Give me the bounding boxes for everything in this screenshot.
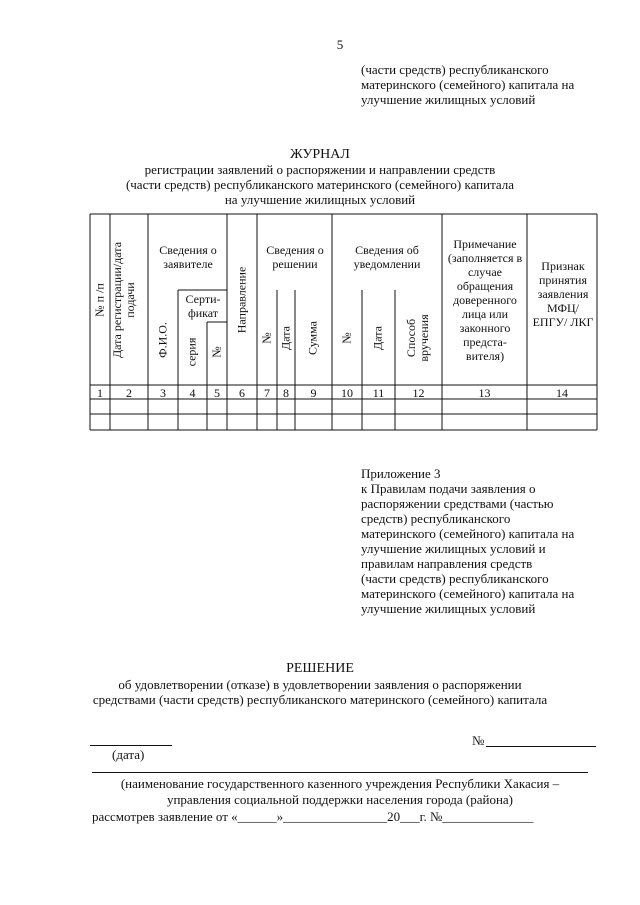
header-direction: Направление bbox=[234, 266, 249, 334]
header-dec-sum: Сумма bbox=[305, 321, 320, 355]
header-num: № п /п bbox=[92, 283, 107, 317]
header-dec-date: Дата bbox=[278, 326, 293, 350]
decision-subtitle-line: об удовлетворении (отказе) в удовлетворении заявления о распоряжении bbox=[118, 677, 522, 692]
col-number: 2 bbox=[126, 386, 132, 400]
org-label: (наименование государственного казенного учреждения Республики Хакасия – bbox=[120, 776, 560, 791]
header-not-way: Способ вручения bbox=[404, 314, 431, 362]
number-label: № bbox=[472, 733, 485, 748]
col-number: 13 bbox=[478, 386, 491, 400]
decision-subtitle-line: средствами (части средств) республиканского материнского (семейного) капитала bbox=[92, 692, 548, 707]
journal-title: ЖУРНАЛ bbox=[290, 147, 350, 162]
col-number: 9 bbox=[310, 386, 317, 400]
org-label-2: управления социальной поддержки населения города (района) bbox=[166, 792, 514, 807]
col-number: 7 bbox=[264, 386, 270, 400]
considered-line: рассмотрев заявление от «______»________________20___г. №______________ bbox=[92, 809, 534, 824]
header-notice: Сведения об уведомлении bbox=[353, 243, 421, 271]
header-cert-num: № bbox=[209, 346, 224, 358]
page-number: 5 bbox=[336, 37, 344, 52]
appendix-line: материнского (семейного) капитала на bbox=[361, 586, 575, 601]
col-number: 8 bbox=[283, 386, 289, 400]
col-number: 11 bbox=[372, 386, 385, 400]
header-fio: Ф.И.О. bbox=[155, 322, 170, 358]
top-note-line: улучшение жилищных условий bbox=[361, 92, 536, 107]
appendix-line: средств) республиканского bbox=[361, 511, 511, 526]
appendix-line: распоряжении средствами (частью bbox=[361, 496, 554, 511]
col-number: 3 bbox=[160, 386, 166, 400]
decision-title: РЕШЕНИЕ bbox=[286, 661, 354, 676]
journal-subtitle-line: на улучшение жилищных условий bbox=[224, 192, 416, 207]
journal-subtitle-line: регистрации заявлений о распоряжении и направлении средств bbox=[144, 162, 496, 177]
header-applicant: Сведения о заявителе bbox=[159, 243, 217, 271]
appendix-line: улучшение жилищных условий bbox=[361, 601, 536, 616]
appendix-line: улучшение жилищных условий и bbox=[361, 541, 546, 556]
appendix-line: (части средств) республиканского bbox=[361, 571, 549, 586]
header-dec-num: № bbox=[259, 332, 274, 344]
col-number: 5 bbox=[214, 386, 220, 400]
date-label: (дата) bbox=[112, 747, 145, 762]
header-sign: Признак принятия заявления МФЦ/ ЕПГУ/ ЛКГ bbox=[532, 259, 594, 329]
col-number: 6 bbox=[239, 386, 245, 400]
header-decision: Сведения о решении bbox=[266, 243, 324, 271]
number-underline bbox=[486, 746, 596, 747]
org-underline bbox=[92, 772, 588, 773]
col-number: 12 bbox=[412, 386, 425, 400]
appendix-line: материнского (семейного) капитала на bbox=[361, 526, 575, 541]
appendix-line: Приложение 3 bbox=[361, 466, 441, 481]
header-cert: Серти- фикат bbox=[185, 292, 221, 320]
header-date: Дата регистрации/дата подачи bbox=[110, 241, 137, 359]
header-not-num: № bbox=[339, 332, 354, 344]
col-number: 4 bbox=[189, 386, 196, 400]
header-series: серия bbox=[184, 337, 199, 367]
appendix-line: правилам направления средств bbox=[361, 556, 533, 571]
top-note-line: (части средств) республиканского bbox=[361, 62, 549, 77]
appendix-note bbox=[361, 466, 636, 616]
decision-subtitle bbox=[0, 677, 640, 707]
date-underline bbox=[90, 745, 172, 746]
col-number: 10 bbox=[341, 386, 353, 400]
col-number: 1 bbox=[97, 386, 103, 400]
header-not-date: Дата bbox=[370, 326, 385, 350]
appendix-line: к Правилам подачи заявления о bbox=[361, 481, 536, 496]
top-note-line: материнского (семейного) капитала на bbox=[361, 77, 575, 92]
header-remark: Примечание (заполняется в случае обращения доверенного лица или законного предста- вителя) bbox=[447, 237, 523, 363]
col-number: 14 bbox=[556, 386, 568, 400]
journal-subtitle-line: (части средств) республиканского материнского (семейного) капитала bbox=[125, 177, 515, 192]
